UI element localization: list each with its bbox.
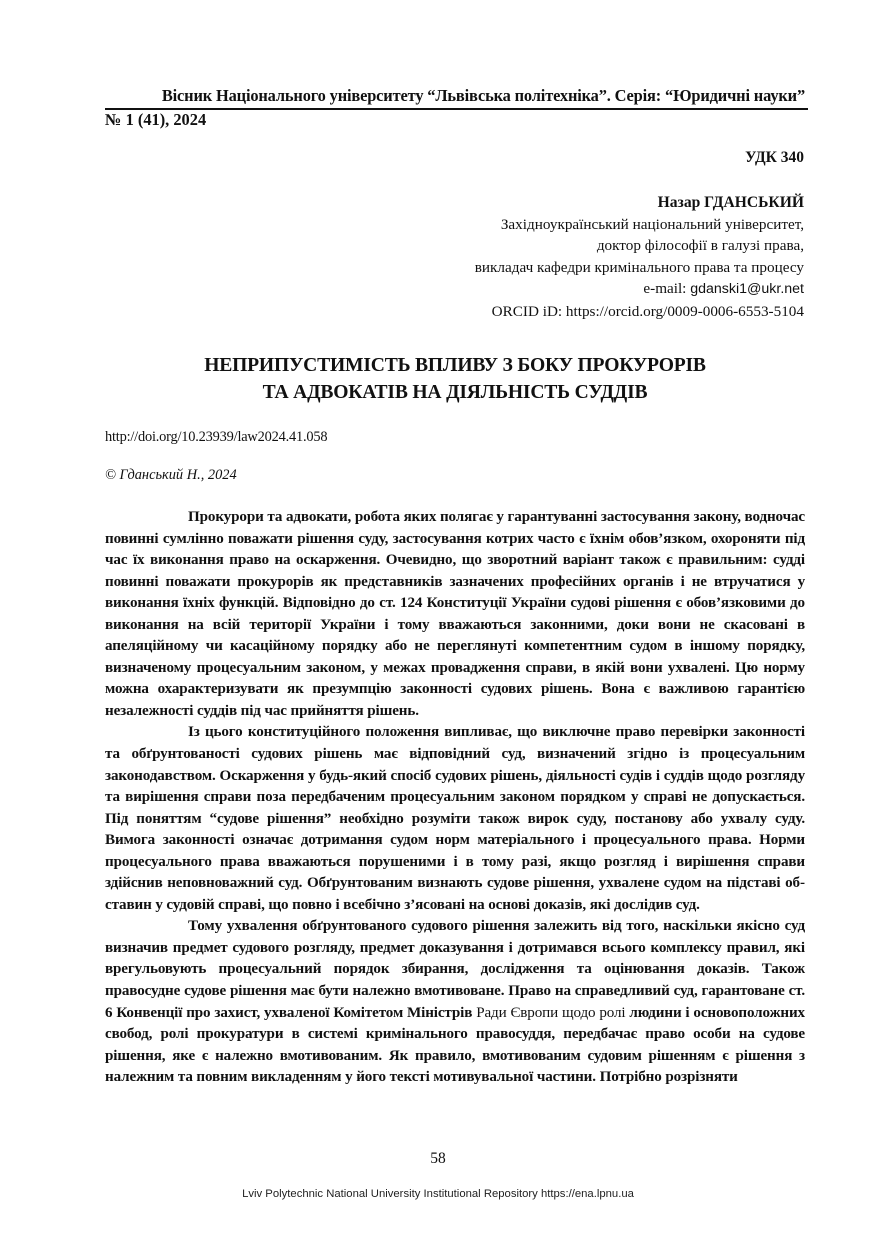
doi-link[interactable]: http://doi.org/10.23939/law2024.41.058 <box>105 429 328 445</box>
author-email <box>475 278 804 301</box>
author-affiliation: Західноукраїнський національний університет, <box>500 215 804 233</box>
author-orcid[interactable]: ORCID iD: https://orcid.org/0009-0006-6553-5104 <box>491 302 804 320</box>
paragraph-3-part-b: людини і основоположних свобод, ролі прокуратури в системі кримінального правосуддя, передбачає право особи на судове рішення, яке є належно вмотивованим. Як правило, вмотивованим судовим рішенням є рішення з належним та повним викладенням у його тексті мотивувальної частини. Потрібно розрізняти <box>105 1004 805 1086</box>
header-divider <box>105 108 808 110</box>
udc-code: УДК 340 <box>745 149 804 166</box>
author-degree: доктор філософії в галузі права, <box>596 237 804 255</box>
title-line-2: ТА АДВОКАТІВ НА ДІЯЛЬНІСТЬ СУДДІВ <box>262 382 648 403</box>
copyright-notice: © Гданський Н., 2024 <box>105 467 237 483</box>
title-line-1: НЕПРИПУСТИМІСТЬ ВПЛИВУ З БОКУ ПРОКУРОРІВ <box>204 355 706 376</box>
author-block <box>475 192 804 323</box>
paragraph-2: Із цього конституційного положення випливає, що виключне право перевірки законності та обґрунтованості судових рішень має відповідний суд, визначений згідно із процесуальним законодавством. Оскарження у будь-який спосіб судових рішень, діяльності судів і суддів щодо розгляду та вирішення справи поза передбаченим процесуальним законом порядком у справі не допускається. Під поняттям “судове рішення” необхідно розуміти також вирок суду, постанову або ухвалу суду. Вимога законності означає дотримання судом норм матеріального і процесуального права. Норми процесуального права вважаються порушеними і в тому разі, якщо розгляд і вирішення справи здійснив неповноважний суд. Обґрунтованим визнають судове рішення, ухвалене судом на підставі обставин у судовій справі, що повно і всебічно з’ясовані на основі доказів, які дослідив суд. <box>105 724 805 913</box>
article-body <box>105 507 805 1089</box>
issue-number: № 1 (41), 2024 <box>105 110 207 129</box>
journal-header: Вісник Національного університету “Львівська політехніка”. Серія: “Юридичні науки” <box>161 86 805 105</box>
email-link[interactable]: gdanski1@ukr.net <box>690 281 804 298</box>
email-label: e-mail: <box>643 280 691 298</box>
article-title <box>105 352 805 406</box>
author-name: Назар ГДАНСЬКИЙ <box>657 194 804 211</box>
paragraph-3-part-a: Тому ухвалення обґрунтованого судового рішення залежить від того, наскільки якісно суд визначив предмет судового розгляду, предмет доказування і дотримався всього комплексу правил, які врегульовують процесуальний порядок збирання, дослідження та оцінювання доказів. Також правосудне судове рішення має бути належно вмотивоване. Право на справедливий суд, гарантоване ст. 6 Конвенції про захист, ухваленої Комітетом Міністрів <box>105 918 805 1021</box>
repository-footer: Lviv Polytechnic National University Institutional Repository https://ena.lpnu.ua <box>242 1188 634 1200</box>
paragraph-3 <box>105 916 805 1088</box>
page-number: 58 <box>430 1150 446 1167</box>
paragraph-3-regular-fragment: Ради Європи щодо ролі <box>476 1004 626 1021</box>
author-position: викладач кафедри кримінального права та процесу <box>474 258 804 276</box>
paragraph-1: Прокурори та адвокати, робота яких полягає у гарантуванні застосування закону, водночас повинні сумлінно поважати рішення суду, застосування котрих часто є їхнім обов’язком, охороняти під час їх виконання право на оскарження. Очевидно, що зворотний варіант також є правильним: судді повинні поважати прокурорів як представників зазначених професійних органів і не втручатися у виконання їхніх функцій. Відповідно до ст. 124 Конституції України судові рішення є обов’язковими до виконання на всій території України і тому вважаються законними, доки вони не скасовані в апеляційному чи касаційному порядку або не переглянуті компетентним судом в іншому порядку, визначеному процесуальним законом, у межах провадження справи, в якій вони ухвалені. Цю норму можна охарактеризувати як презумпцію законності судових рішень. Вона є важливою гарантією незалежності суддів під час прийняття рішень. <box>105 509 805 719</box>
